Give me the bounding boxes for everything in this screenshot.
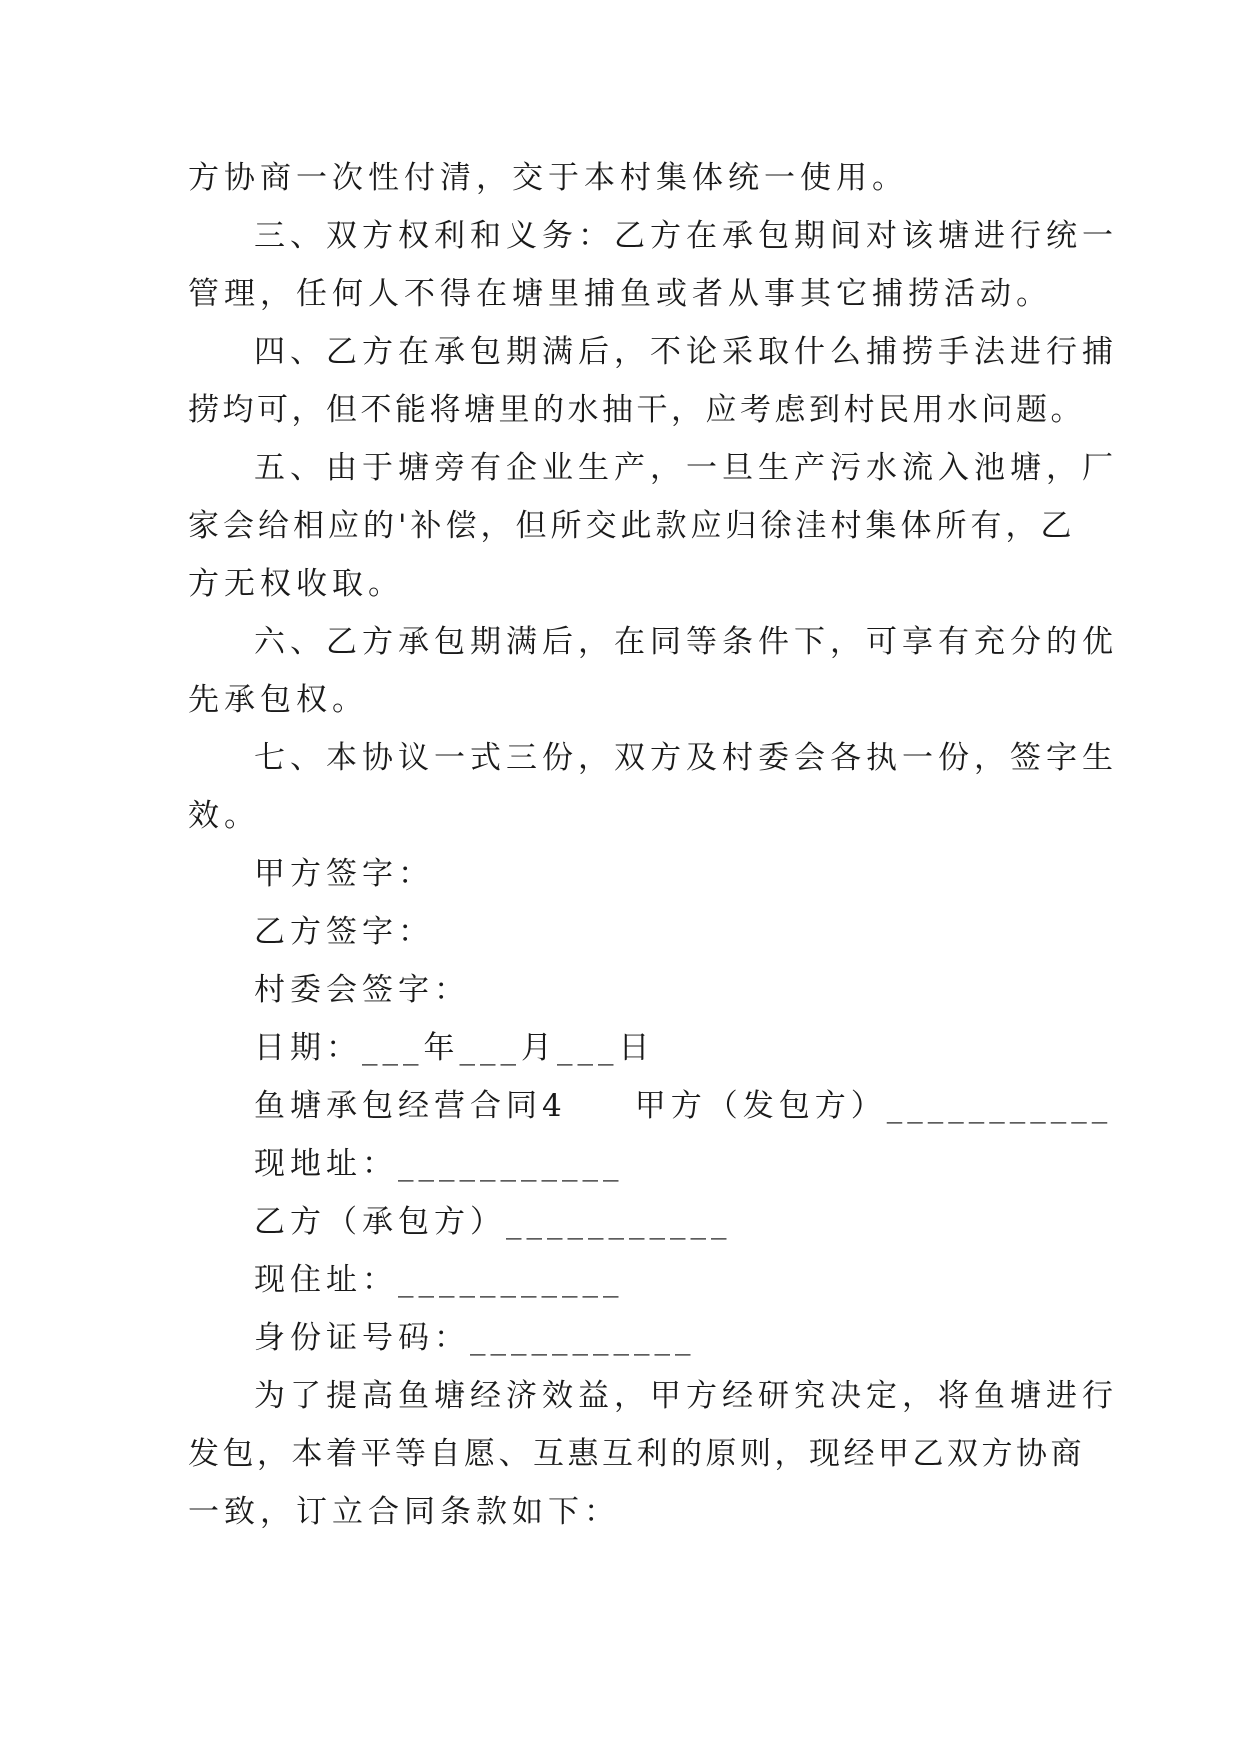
paragraph-line: 效。	[188, 798, 260, 834]
clause-three-line: 三、双方权利和义务：乙方在承包期间对该塘进行统一	[254, 218, 1118, 254]
clause-six-line: 六、乙方承包期满后，在同等条件下，可享有充分的优	[254, 624, 1118, 660]
paragraph-line: 方协商一次性付清，交于本村集体统一使用。	[188, 160, 908, 196]
paragraph-line: 发包，本着平等自愿、互惠互利的原则，现经甲乙双方协商	[188, 1436, 1085, 1472]
contract-title-row	[254, 1086, 1112, 1126]
contract-title: 鱼塘承包经营合同4	[254, 1088, 567, 1124]
paragraph-line: 家会给相应的'补偿，但所交此款应归徐洼村集体所有，乙	[188, 508, 1076, 544]
preamble-line: 为了提高鱼塘经济效益，甲方经研究决定，将鱼塘进行	[254, 1378, 1118, 1414]
clause-five-line: 五、由于塘旁有企业生产，一旦生产污水流入池塘，厂	[254, 450, 1118, 486]
party-b-name-field: 乙方（承包方）___________	[254, 1204, 732, 1240]
party-a-address-field: 现地址：___________	[254, 1146, 624, 1182]
clause-four-line: 四、乙方在承包期满后，不论采取什么捕捞手法进行捕	[254, 334, 1118, 370]
paragraph-line: 管理，任何人不得在塘里捕鱼或者从事其它捕捞活动。	[188, 276, 1052, 312]
paragraph-line: 先承包权。	[188, 682, 368, 718]
paragraph-line: 一致，订立合同条款如下：	[188, 1494, 620, 1530]
paragraph-line: 捞均可，但不能将塘里的水抽干，应考虑到村民用水问题。	[188, 392, 1085, 428]
clause-seven-line: 七、本协议一式三份，双方及村委会各执一份，签字生	[254, 740, 1118, 776]
paragraph-line: 方无权收取。	[188, 566, 404, 602]
id-number-field: 身份证号码：___________	[254, 1320, 696, 1356]
date-line: 日期：___年___月___日	[254, 1030, 655, 1066]
party-a-signature-label: 甲方签字：	[254, 856, 434, 892]
party-b-address-field: 现住址：___________	[254, 1262, 624, 1298]
village-committee-signature-label: 村委会签字：	[254, 972, 470, 1008]
party-a-name-field: 甲方（发包方）___________	[634, 1088, 1113, 1124]
party-b-signature-label: 乙方签字：	[254, 914, 434, 950]
